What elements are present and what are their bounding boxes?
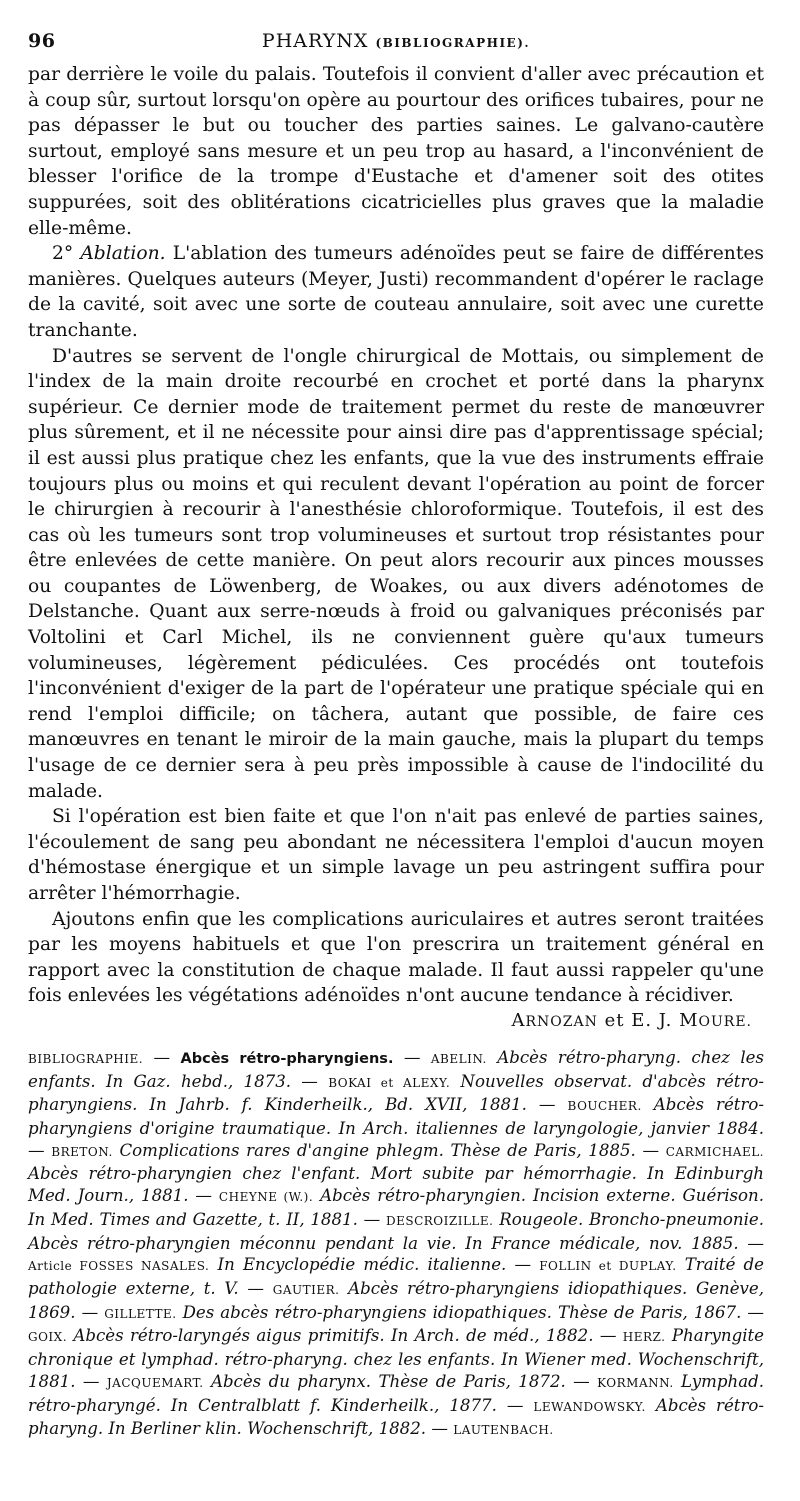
bibliography-reference: Complications rares d'angine phlegm. Thèse de Paris, 1885.	[112, 1140, 636, 1160]
bibliography-entry: — CHEYNE (W.). Abcès rétro-pharyngien. Incision externe. Guérison. In Med. Times and Gazette, t. II, 1881.	[28, 1186, 764, 1229]
author2-rest: OURE.	[698, 1013, 752, 1030]
bibliography-entry: — FOLLIN et DUPLAY. Traité de pathologie externe, t. V.	[28, 1255, 764, 1298]
paragraph-5: Ajoutons enfin que les complications auriculaires et autres seront traitées par les moyens habituels et que l'on prescrira un traitement général en rapport avec la constitution de chaque malade. Il faut aussi rappeler qu'une fois enlevées les végétations adénoïdes n'ont aucune tendance à récidiver.	[28, 908, 764, 1007]
section-number: 2°	[52, 243, 74, 265]
bibliography-reference: Abcès rétro-pharyngien. Incision externe. Guérison. In Med. Times and Gazette, t. II, 1881.	[28, 1186, 764, 1229]
bibliography-author: LAUTENBACH.	[453, 1423, 554, 1438]
bibliography-entry: — HERZ. Pharyngite chronique et lymphad. rétro-pharyng. chez les enfants. In Wiener med. Wochenschrift, 1881.	[28, 1326, 764, 1391]
bibliography-reference: Abcès du pharynx. Thèse de Paris, 1872.	[203, 1371, 566, 1391]
bibliography-entries	[28, 1048, 764, 1438]
bibliography-reference: Lymphad. rétro-pharyngé. In Centralblatt f. Kinderheilk., 1877.	[28, 1371, 764, 1415]
bibliography-reference: Abcès rétro-pharyng. In Berliner klin. Wochenschrift, 1882.	[28, 1395, 764, 1439]
running-title	[28, 30, 764, 52]
bibliography-entry: — GAUTIER. Abcès rétro-pharyngiens idiopathiques. Genève, 1869.	[28, 1279, 764, 1322]
bibliography-author: HERZ.	[622, 1330, 666, 1345]
bibliography-reference: Abcès rétro-pharyngiens idiopathiques. Genève, 1869.	[28, 1279, 764, 1322]
bibliography-author: ABELIN.	[430, 1051, 487, 1066]
bibliography-author: BRETON.	[51, 1144, 113, 1159]
running-header	[28, 28, 764, 62]
bibliography-reference: Abcès rétro-pharyngien chez l'enfant. Mort subite par hémorrhagie. In Edinburgh Med. Journ., 1881.	[28, 1164, 764, 1206]
bibliography-author: GOIX.	[28, 1330, 68, 1345]
bibliography-author: GAUTIER.	[272, 1283, 340, 1297]
bibliography-author: KORMANN.	[597, 1375, 674, 1390]
bibliography-entry: — LEWANDOWSKY. Abcès rétro-pharyng. In Berliner klin. Wochenschrift, 1882.	[28, 1395, 764, 1439]
author1-rest: RNOZAN	[525, 1013, 598, 1030]
page-number: 96	[28, 30, 56, 52]
page	[28, 28, 764, 1442]
author2-initial: M	[679, 1009, 699, 1031]
bibliography-author: GILLETTE.	[104, 1306, 177, 1321]
bibliography-label: BIBLIOGRAPHIE.	[28, 1051, 144, 1066]
bibliography-author: Article FOSSES NASALES.	[28, 1259, 210, 1274]
bibliography-reference: Rougeole. Broncho-pneumonie. Abcès rétro-pharyngien méconnu pendant la vie. In France médicale, nov. 1885.	[28, 1209, 764, 1253]
running-title-sub: (BIBLIOGRAPHIE).	[375, 36, 531, 50]
bibliography-entry: — BOKAI et ALEXY. Nouvelles observat. d'abcès rétro-pharyngiens. In Jahrb. f. Kinderheilk., Bd. XVII, 1881.	[28, 1071, 764, 1115]
bibliography-reference: Traité de pathologie externe, t. V.	[28, 1255, 764, 1298]
bibliography-reference: Des abcès rétro-pharyngiens idiopathiques. Thèse de Paris, 1867.	[176, 1302, 742, 1322]
author1-initial: A	[511, 1009, 526, 1031]
bibliography-entry: — BOUCHER. Abcès rétro-pharyngiens d'origine traumatique. In Arch. italiennes de laryngologie, janvier 1884.	[28, 1095, 764, 1139]
bibliography-author: FOLLIN et DUPLAY.	[539, 1259, 677, 1274]
bibliography-author: CHEYNE (W.).	[218, 1190, 314, 1205]
paragraph-4: Si l'opération est bien faite et que l'on n'ait pas enlevé de parties saines, l'écoulement de sang peu abondant ne nécessitera l'emploi d'aucun moyen d'hémostase énergique et un simple lavage un peu astringent suffira pour arrêter l'hémorrhagie.	[28, 806, 764, 904]
bibliography-entry: — Article FOSSES NASALES. In Encyclopédie médic. italienne.	[28, 1233, 764, 1275]
bibliography-entry: — GOIX. Abcès rétro-laryngés aigus primitifs. In Arch. de méd., 1882.	[28, 1302, 765, 1346]
bibliography-author: LEWANDOWSKY.	[533, 1399, 646, 1414]
section-heading-ablation: Ablation.	[80, 243, 166, 265]
bibliography-entry: — DESCROIZILLE. Rougeole. Broncho-pneumonie. Abcès rétro-pharyngien méconnu pendant la vie. In France médicale, nov. 1885.	[28, 1209, 764, 1253]
signature-conjunction: et	[604, 1009, 625, 1031]
bibliography-entry: — BRETON. Complications rares d'angine phlegm. Thèse de Paris, 1885.	[28, 1140, 636, 1160]
bibliography-author: BOKAI et ALEXY.	[328, 1075, 451, 1090]
bibliography-reference: Nouvelles observat. d'abcès rétro-pharyngiens. In Jahrb. f. Kinderheilk., Bd. XVII, 1881.	[28, 1071, 764, 1115]
bibliography-reference: Abcès rétro-laryngés aigus primitifs. In Arch. de méd., 1882.	[67, 1326, 594, 1346]
paragraph-3: D'autres se servent de l'ongle chirurgical de Mottais, ou simplement de l'index de la main droite recourbé en crochet et porté dans la pharynx supérieur. Ce dernier mode de traitement permet du reste de manœuvrer plus sûrement, et il ne nécessite pour ainsi dire pas d'apprentissage spécial; il est aussi plus pratique chez les enfants, que la vue des instruments effraie toujours plus ou moins et qui reculent devant l'opération au point de forcer le chirurgien à recourir à l'anesthésie chloroformique. Toutefois, il est des cas où les tumeurs sont trop volumineuses et surtout trop résistantes pour être enlevées de cette manière. On peut alors recourir aux pinces mousses ou coupantes de Löwenberg, de Woakes, ou aux divers adénotomes de Delstanche. Quant aux serre-nœuds à froid ou galvaniques préconisés par Voltolini et Carl Michel, ils ne conviennent guère qu'aux tumeurs volumineuses, légèrement pédiculées. Ces procédés ont toutefois l'inconvénient d'exiger de la part de l'opérateur une pratique spéciale qui en rend l'emploi difficile; on tâchera, autant que possible, de faire ces manœuvres en tenant le miroir de la main gauche, mais la plupart du temps l'usage de ce dernier sera à peu près impossible à cause de l'indocilité du malade.	[28, 345, 764, 802]
bibliography-author: JACQUEMART.	[106, 1375, 204, 1390]
author-signature	[28, 1010, 764, 1031]
running-title-main: PHARYNX	[261, 30, 369, 52]
bibliography-entry: — JACQUEMART. Abcès du pharynx. Thèse de Paris, 1872.	[75, 1371, 566, 1391]
bibliography: BIBLIOGRAPHIE. — Abcès rétro-pharyngiens. — ABELIN. Abcès rétro-pharyng. chez les enfants. In Gaz. hebd., 1873. — BOKAI et ALEXY. Nouvelles observat. d'abcès rétro-pharyngiens. In Jahrb. f. Kinderheilk., Bd. XVII, 1881. — BOUCHER. Abcès rétro-pharyngiens d'origine traumatique. In Arch. italiennes de laryngologie, janvier 1884. — BRETON. Complications rares d'angine phlegm. Thèse de Paris, 1885. — CARMICHAEL. Abcès rétro-pharyngien chez l'enfant. Mort subite par hémorrhagie. In Edinburgh Med. Journ., 1881. — CHEYNE (W.). Abcès rétro-pharyngien. Incision externe. Guérison. In Med. Times and Gazette, t. II, 1881. — DESCROIZILLE. Rougeole. Broncho-pneumonie. Abcès rétro-pharyngien méconnu pendant la vie. In France médicale, nov. 1885. — Article FOSSES NASALES. In Encyclopédie médic. italienne. — FOLLIN et DUPLAY. Traité de pathologie externe, t. V. — GAUTIER. Abcès rétro-pharyngiens idiopathiques. Genève, 1869. — GILLETTE. Des abcès rétro-pharyngiens idiopathiques. Thèse de Paris, 1867. — GOIX. Abcès rétro-laryngés aigus primitifs. In Arch. de méd., 1882. — HERZ. Pharyngite chronique et lymphad. rétro-pharyng. chez les enfants. In Wiener med. Wochenschrift, 1881. — JACQUEMART. Abcès du pharynx. Thèse de Paris, 1872. — KORMANN. Lymphad. rétro-pharyngé. In Centralblatt f. Kinderheilk., 1877. — LEWANDOWSKY. Abcès rétro-pharyng. In Berliner klin. Wochenschrift, 1882. — LAUTENBACH.	[28, 1047, 765, 1439]
paragraph-ablation-text: L'ablation des tumeurs adénoïdes peut se faire de différentes manières. Quelques auteurs (Meyer, Justi) recommandent d'opérer le raclage de la cavité, soit avec une sorte de couteau annulaire, soit avec une curette tranchante.	[28, 243, 764, 341]
bibliography-reference: Abcès rétro-pharyng. chez les enfants. In Gaz. hebd., 1873.	[28, 1047, 764, 1091]
bibliography-author: DESCROIZILLE.	[385, 1213, 494, 1228]
bibliography-entry: — GILLETTE. Des abcès rétro-pharyngiens idiopathiques. Thèse de Paris, 1867.	[75, 1302, 742, 1322]
bibliography-reference: Pharyngite chronique et lymphad. rétro-pharyng. chez les enfants. In Wiener med. Wochenschrift, 1881.	[28, 1326, 764, 1391]
paragraph-ablation	[28, 241, 764, 343]
bibliography-entry: — CARMICHAEL. Abcès rétro-pharyngien chez l'enfant. Mort subite par hémorrhagie. In Edinburgh Med. Journ., 1881.	[28, 1140, 764, 1206]
bibliography-reference: In Encyclopédie médic. italienne.	[209, 1255, 507, 1275]
bibliography-reference: Abcès rétro-pharyngiens d'origine traumatique. In Arch. italiennes de laryngologie, janvier 1884.	[28, 1095, 764, 1139]
author2-initials: E. J.	[631, 1009, 673, 1031]
bibliography-entry: — ABELIN. Abcès rétro-pharyng. chez les enfants. In Gaz. hebd., 1873.	[28, 1047, 764, 1091]
bibliography-entry: — KORMANN. Lymphad. rétro-pharyngé. In Centralblatt f. Kinderheilk., 1877.	[28, 1371, 764, 1415]
bibliography-author: CARMICHAEL.	[665, 1144, 764, 1159]
bibliography-author: BOUCHER.	[567, 1099, 642, 1114]
bibliography-topic: Abcès rétro-pharyngiens.	[180, 1050, 394, 1067]
paragraph-1: par derrière le voile du palais. Toutefois il convient d'aller avec précaution et à coup sûr, surtout lorsqu'on opère au pourtour des orifices tubaires, pour ne pas dépasser le but ou toucher des parties saines. Le galvano-cautère surtout, employé sans mesure et un peu trop au hasard, a l'inconvénient de blesser l'orifice de la trompe d'Eustache et d'amener soit des otites suppurées, soit des oblitérations cicatricielles plus graves que la maladie elle-même.	[28, 64, 764, 239]
bibliography-entry: — LAUTENBACH.	[426, 1419, 554, 1439]
body-text	[28, 62, 764, 1009]
